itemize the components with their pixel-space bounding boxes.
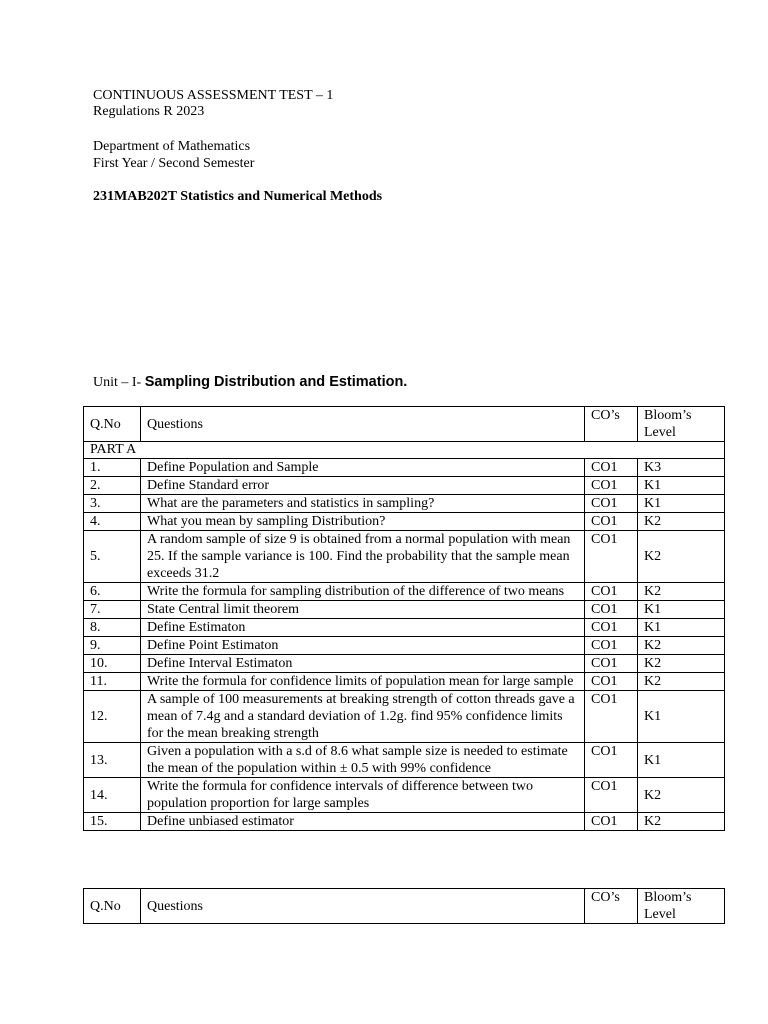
table-row [84, 513, 725, 531]
question-number: 14. [84, 778, 141, 813]
co-value: CO1 [585, 513, 638, 531]
question-text: State Central limit theorem [141, 601, 585, 619]
bloom-level: K2 [638, 673, 725, 691]
question-number: 15. [84, 813, 141, 831]
bloom-level: K2 [638, 778, 725, 813]
question-number: 2. [84, 477, 141, 495]
co-value: CO1 [585, 495, 638, 513]
question-number: 13. [84, 743, 141, 778]
bloom-level: K2 [638, 583, 725, 601]
question-number: 4. [84, 513, 141, 531]
table-row [84, 531, 725, 583]
question-text: Define Standard error [141, 477, 585, 495]
question-text: Given a population with a s.d of 8.6 what sample size is needed to estimate the mean of the population within ± 0.5 with 99% confidence [141, 743, 585, 778]
col-qno-header-2: Q.No [84, 889, 141, 924]
co-value: CO1 [585, 778, 638, 813]
question-number: 9. [84, 637, 141, 655]
bloom-level: K2 [638, 637, 725, 655]
question-text: Define Point Estimaton [141, 637, 585, 655]
part-label: PART A [84, 442, 725, 459]
co-value: CO1 [585, 619, 638, 637]
bloom-level: K1 [638, 495, 725, 513]
course-title: 231MAB202T Statistics and Numerical Methods [93, 189, 383, 204]
year-semester: First Year / Second Semester [93, 156, 255, 171]
bloom-level: K1 [638, 743, 725, 778]
question-number: 1. [84, 459, 141, 477]
table-row [84, 691, 725, 743]
table-row [84, 601, 725, 619]
question-text: A sample of 100 measurements at breaking strength of cotton threads gave a mean of 7.4g and a standard deviation of 1.2g. find 95% confidence limits for the mean breaking strength [141, 691, 585, 743]
bloom-level: K2 [638, 655, 725, 673]
bloom-level: K1 [638, 601, 725, 619]
table-row [84, 637, 725, 655]
regulations: Regulations R 2023 [93, 104, 205, 119]
unit-prefix: Unit – I- [93, 375, 145, 390]
co-value: CO1 [585, 655, 638, 673]
co-value: CO1 [585, 813, 638, 831]
col-cos-header: CO’s [585, 407, 638, 442]
table-row [84, 619, 725, 637]
co-value: CO1 [585, 531, 638, 583]
bloom-level: K3 [638, 459, 725, 477]
question-number: 12. [84, 691, 141, 743]
question-number: 3. [84, 495, 141, 513]
table-row [84, 477, 725, 495]
question-text: Define Estimaton [141, 619, 585, 637]
unit-heading [93, 373, 407, 392]
question-text: Define Interval Estimaton [141, 655, 585, 673]
question-text: Write the formula for sampling distribution of the difference of two means [141, 583, 585, 601]
table-row [84, 673, 725, 691]
question-text: What you mean by sampling Distribution? [141, 513, 585, 531]
bloom-level: K1 [638, 691, 725, 743]
table-row [84, 495, 725, 513]
question-number: 5. [84, 531, 141, 583]
col-bloom-header-2: Bloom’s Level [638, 889, 725, 924]
bloom-level: K1 [638, 477, 725, 495]
question-number: 11. [84, 673, 141, 691]
unit-title: Sampling Distribution and Estimation. [144, 374, 408, 390]
questions-table-2 [83, 888, 725, 924]
table-row [84, 743, 725, 778]
co-value: CO1 [585, 691, 638, 743]
co-value: CO1 [585, 583, 638, 601]
question-number: 8. [84, 619, 141, 637]
co-value: CO1 [585, 601, 638, 619]
question-number: 7. [84, 601, 141, 619]
co-value: CO1 [585, 637, 638, 655]
question-text: A random sample of size 9 is obtained from a normal population with mean 25. If the sample variance is 100. Find the probability that the sample mean exceeds 31.2 [141, 531, 585, 583]
table-row [84, 583, 725, 601]
col-questions-header-2: Questions [141, 889, 585, 924]
table2-header-row [84, 889, 725, 924]
bloom-level: K2 [638, 813, 725, 831]
test-title: CONTINUOUS ASSESSMENT TEST – 1 [93, 88, 334, 103]
bloom-level: K1 [638, 619, 725, 637]
part-row [84, 442, 725, 459]
question-number: 6. [84, 583, 141, 601]
table-row [84, 778, 725, 813]
questions-table [83, 406, 725, 831]
table-row [84, 813, 725, 831]
question-text: What are the parameters and statistics in sampling? [141, 495, 585, 513]
bloom-level: K2 [638, 513, 725, 531]
col-cos-header-2: CO’s [585, 889, 638, 924]
question-text: Define Population and Sample [141, 459, 585, 477]
question-text: Write the formula for confidence intervals of difference between two population proportion for large samples [141, 778, 585, 813]
col-qno-header: Q.No [84, 407, 141, 442]
bloom-level: K2 [638, 531, 725, 583]
col-bloom-header: Bloom’s Level [638, 407, 725, 442]
table-header-row [84, 407, 725, 442]
question-text: Write the formula for confidence limits of population mean for large sample [141, 673, 585, 691]
question-number: 10. [84, 655, 141, 673]
col-questions-header: Questions [141, 407, 585, 442]
question-text: Define unbiased estimator [141, 813, 585, 831]
co-value: CO1 [585, 743, 638, 778]
table-row [84, 655, 725, 673]
department: Department of Mathematics [93, 139, 251, 154]
co-value: CO1 [585, 477, 638, 495]
co-value: CO1 [585, 673, 638, 691]
co-value: CO1 [585, 459, 638, 477]
table-row [84, 459, 725, 477]
